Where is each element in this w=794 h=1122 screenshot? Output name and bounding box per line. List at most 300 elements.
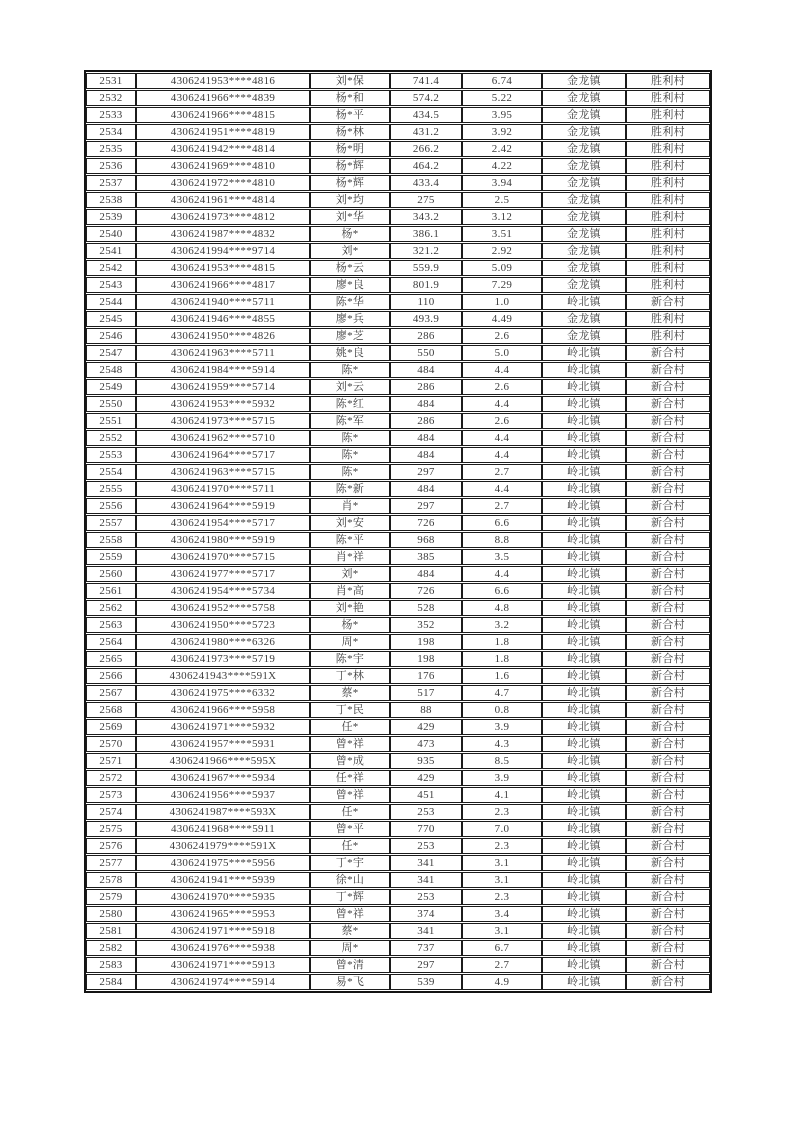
cell-seq-number: 2570 [86,736,136,752]
cell-seq-number: 2581 [86,923,136,939]
table-row [86,311,710,327]
cell-id-number: 4306241966****595X [136,753,310,769]
cell-subsidy-amount: 464.2 [390,158,462,174]
cell-area: 4.4 [462,481,542,497]
cell-area: 3.1 [462,923,542,939]
cell-person-name: 周* [310,940,390,956]
cell-subsidy-amount: 726 [390,583,462,599]
table-row [86,277,710,293]
cell-town: 岭北镇 [542,600,626,616]
cell-area: 2.6 [462,413,542,429]
table-row [86,413,710,429]
cell-id-number: 4306241970****5715 [136,549,310,565]
cell-subsidy-amount: 110 [390,294,462,310]
cell-subsidy-amount: 484 [390,566,462,582]
cell-subsidy-amount: 473 [390,736,462,752]
cell-subsidy-amount: 176 [390,668,462,684]
cell-town: 岭北镇 [542,685,626,701]
cell-town: 岭北镇 [542,396,626,412]
cell-village: 新合村 [626,753,710,769]
cell-town: 岭北镇 [542,906,626,922]
table-row [86,770,710,786]
cell-subsidy-amount: 429 [390,770,462,786]
cell-area: 3.1 [462,872,542,888]
table-row [86,294,710,310]
cell-id-number: 4306241974****5914 [136,974,310,990]
cell-person-name: 陈* [310,447,390,463]
cell-town: 岭北镇 [542,481,626,497]
cell-seq-number: 2542 [86,260,136,276]
cell-person-name: 肖* [310,498,390,514]
cell-person-name: 蔡* [310,685,390,701]
cell-person-name: 刘*艳 [310,600,390,616]
table-row [86,532,710,548]
cell-subsidy-amount: 321.2 [390,243,462,259]
cell-area: 3.95 [462,107,542,123]
cell-id-number: 4306241987****4832 [136,226,310,242]
cell-seq-number: 2572 [86,770,136,786]
cell-person-name: 曾*成 [310,753,390,769]
cell-area: 4.8 [462,600,542,616]
cell-town: 岭北镇 [542,634,626,650]
table-row [86,940,710,956]
cell-area: 3.9 [462,770,542,786]
cell-person-name: 陈*宇 [310,651,390,667]
cell-id-number: 4306241941****5939 [136,872,310,888]
cell-id-number: 4306241971****5918 [136,923,310,939]
table-row [86,787,710,803]
cell-person-name: 陈* [310,464,390,480]
cell-town: 岭北镇 [542,498,626,514]
cell-area: 4.4 [462,566,542,582]
table-row [86,923,710,939]
cell-id-number: 4306241972****4810 [136,175,310,191]
table-row [86,362,710,378]
cell-seq-number: 2584 [86,974,136,990]
cell-town: 岭北镇 [542,294,626,310]
cell-area: 6.7 [462,940,542,956]
cell-subsidy-amount: 88 [390,702,462,718]
cell-person-name: 廖*兵 [310,311,390,327]
cell-village: 胜利村 [626,124,710,140]
cell-id-number: 4306241970****5935 [136,889,310,905]
cell-id-number: 4306241954****5717 [136,515,310,531]
cell-seq-number: 2536 [86,158,136,174]
cell-seq-number: 2563 [86,617,136,633]
cell-id-number: 4306241964****5919 [136,498,310,514]
table-row [86,243,710,259]
cell-town: 金龙镇 [542,328,626,344]
cell-village: 新合村 [626,940,710,956]
cell-person-name: 廖*良 [310,277,390,293]
cell-area: 0.8 [462,702,542,718]
cell-subsidy-amount: 341 [390,923,462,939]
cell-person-name: 刘*云 [310,379,390,395]
cell-village: 新合村 [626,804,710,820]
cell-seq-number: 2552 [86,430,136,446]
cell-person-name: 肖*祥 [310,549,390,565]
cell-person-name: 杨*明 [310,141,390,157]
table-row [86,107,710,123]
cell-town: 岭北镇 [542,362,626,378]
cell-person-name: 陈*新 [310,481,390,497]
cell-subsidy-amount: 801.9 [390,277,462,293]
cell-seq-number: 2567 [86,685,136,701]
cell-subsidy-amount: 341 [390,872,462,888]
cell-seq-number: 2569 [86,719,136,735]
cell-village: 新合村 [626,583,710,599]
cell-person-name: 丁*民 [310,702,390,718]
cell-seq-number: 2577 [86,855,136,871]
subsidy-table-body [86,73,710,990]
cell-village: 新合村 [626,855,710,871]
cell-town: 岭北镇 [542,668,626,684]
cell-seq-number: 2560 [86,566,136,582]
cell-seq-number: 2543 [86,277,136,293]
cell-subsidy-amount: 484 [390,481,462,497]
cell-village: 新合村 [626,685,710,701]
cell-id-number: 4306241942****4814 [136,141,310,157]
table-row [86,515,710,531]
table-row [86,702,710,718]
cell-subsidy-amount: 935 [390,753,462,769]
cell-person-name: 刘*安 [310,515,390,531]
cell-town: 岭北镇 [542,770,626,786]
cell-seq-number: 2532 [86,90,136,106]
cell-seq-number: 2548 [86,362,136,378]
cell-town: 岭北镇 [542,532,626,548]
table-row [86,566,710,582]
cell-village: 新合村 [626,634,710,650]
cell-village: 胜利村 [626,277,710,293]
cell-seq-number: 2580 [86,906,136,922]
cell-village: 新合村 [626,413,710,429]
cell-town: 岭北镇 [542,974,626,990]
cell-village: 胜利村 [626,226,710,242]
cell-town: 岭北镇 [542,702,626,718]
cell-id-number: 4306241961****4814 [136,192,310,208]
table-row [86,481,710,497]
cell-village: 胜利村 [626,73,710,89]
table-row [86,685,710,701]
cell-subsidy-amount: 484 [390,362,462,378]
cell-seq-number: 2553 [86,447,136,463]
table-row [86,974,710,990]
cell-town: 岭北镇 [542,787,626,803]
cell-subsidy-amount: 286 [390,413,462,429]
cell-village: 新合村 [626,532,710,548]
cell-id-number: 4306241994****9714 [136,243,310,259]
cell-seq-number: 2576 [86,838,136,854]
cell-village: 胜利村 [626,175,710,191]
table-row [86,209,710,225]
table-row [86,447,710,463]
table-row [86,889,710,905]
cell-area: 4.4 [462,362,542,378]
cell-area: 1.8 [462,634,542,650]
cell-person-name: 杨*平 [310,107,390,123]
cell-id-number: 4306241966****4817 [136,277,310,293]
cell-person-name: 杨*林 [310,124,390,140]
cell-village: 新合村 [626,889,710,905]
cell-id-number: 4306241953****5932 [136,396,310,412]
cell-village: 胜利村 [626,243,710,259]
cell-area: 3.5 [462,549,542,565]
cell-subsidy-amount: 431.2 [390,124,462,140]
cell-town: 岭北镇 [542,923,626,939]
cell-area: 4.9 [462,974,542,990]
cell-id-number: 4306241984****5914 [136,362,310,378]
cell-seq-number: 2551 [86,413,136,429]
cell-subsidy-amount: 433.4 [390,175,462,191]
cell-village: 胜利村 [626,209,710,225]
cell-id-number: 4306241963****5715 [136,464,310,480]
cell-area: 2.3 [462,804,542,820]
cell-town: 岭北镇 [542,413,626,429]
cell-village: 新合村 [626,770,710,786]
cell-village: 胜利村 [626,141,710,157]
cell-subsidy-amount: 968 [390,532,462,548]
cell-subsidy-amount: 297 [390,464,462,480]
cell-subsidy-amount: 286 [390,328,462,344]
cell-area: 2.3 [462,838,542,854]
cell-person-name: 杨*辉 [310,158,390,174]
cell-village: 新合村 [626,906,710,922]
cell-town: 岭北镇 [542,583,626,599]
cell-subsidy-amount: 528 [390,600,462,616]
table-row [86,651,710,667]
table-row [86,328,710,344]
cell-seq-number: 2575 [86,821,136,837]
table-row [86,396,710,412]
cell-seq-number: 2546 [86,328,136,344]
table-row [86,668,710,684]
cell-area: 5.0 [462,345,542,361]
cell-person-name: 曾*清 [310,957,390,973]
cell-area: 2.6 [462,328,542,344]
cell-seq-number: 2564 [86,634,136,650]
cell-id-number: 4306241957****5931 [136,736,310,752]
cell-town: 金龙镇 [542,141,626,157]
cell-village: 新合村 [626,821,710,837]
cell-person-name: 曾*祥 [310,736,390,752]
cell-person-name: 曾*祥 [310,787,390,803]
cell-id-number: 4306241950****4826 [136,328,310,344]
cell-village: 新合村 [626,447,710,463]
cell-id-number: 4306241953****4815 [136,260,310,276]
cell-village: 新合村 [626,498,710,514]
cell-seq-number: 2574 [86,804,136,820]
cell-town: 岭北镇 [542,549,626,565]
cell-id-number: 4306241971****5932 [136,719,310,735]
table-row [86,872,710,888]
cell-person-name: 肖*高 [310,583,390,599]
cell-town: 岭北镇 [542,617,626,633]
table-row [86,498,710,514]
cell-area: 8.8 [462,532,542,548]
cell-id-number: 4306241975****6332 [136,685,310,701]
table-row [86,583,710,599]
cell-subsidy-amount: 343.2 [390,209,462,225]
cell-seq-number: 2565 [86,651,136,667]
cell-village: 新合村 [626,736,710,752]
cell-id-number: 4306241973****5715 [136,413,310,429]
cell-area: 4.22 [462,158,542,174]
cell-id-number: 4306241953****4816 [136,73,310,89]
cell-village: 新合村 [626,566,710,582]
cell-id-number: 4306241980****5919 [136,532,310,548]
cell-town: 金龙镇 [542,260,626,276]
cell-id-number: 4306241966****4839 [136,90,310,106]
cell-town: 金龙镇 [542,90,626,106]
cell-seq-number: 2545 [86,311,136,327]
cell-person-name: 任* [310,719,390,735]
cell-area: 3.9 [462,719,542,735]
cell-person-name: 丁*辉 [310,889,390,905]
cell-town: 岭北镇 [542,566,626,582]
subsidy-table-container [84,70,712,993]
cell-area: 5.09 [462,260,542,276]
cell-town: 金龙镇 [542,277,626,293]
cell-town: 金龙镇 [542,311,626,327]
table-row [86,464,710,480]
table-row [86,957,710,973]
cell-village: 新合村 [626,464,710,480]
cell-area: 6.74 [462,73,542,89]
cell-town: 岭北镇 [542,651,626,667]
table-row [86,124,710,140]
cell-village: 胜利村 [626,158,710,174]
cell-person-name: 姚*良 [310,345,390,361]
cell-id-number: 4306241964****5717 [136,447,310,463]
cell-town: 岭北镇 [542,957,626,973]
cell-seq-number: 2535 [86,141,136,157]
cell-subsidy-amount: 266.2 [390,141,462,157]
cell-person-name: 刘*保 [310,73,390,89]
cell-town: 岭北镇 [542,753,626,769]
cell-seq-number: 2557 [86,515,136,531]
cell-seq-number: 2547 [86,345,136,361]
cell-area: 2.7 [462,957,542,973]
cell-id-number: 4306241971****5913 [136,957,310,973]
cell-village: 新合村 [626,702,710,718]
subsidy-table [84,70,712,993]
cell-person-name: 丁*宇 [310,855,390,871]
cell-id-number: 4306241979****591X [136,838,310,854]
cell-village: 新合村 [626,396,710,412]
cell-person-name: 廖*芝 [310,328,390,344]
table-row [86,838,710,854]
cell-town: 岭北镇 [542,838,626,854]
table-row [86,141,710,157]
cell-subsidy-amount: 297 [390,957,462,973]
cell-seq-number: 2558 [86,532,136,548]
cell-area: 4.4 [462,430,542,446]
cell-id-number: 4306241954****5734 [136,583,310,599]
cell-town: 岭北镇 [542,821,626,837]
cell-town: 岭北镇 [542,430,626,446]
cell-seq-number: 2537 [86,175,136,191]
cell-person-name: 曾*祥 [310,906,390,922]
cell-person-name: 陈* [310,430,390,446]
cell-town: 金龙镇 [542,124,626,140]
cell-town: 金龙镇 [542,73,626,89]
cell-town: 岭北镇 [542,464,626,480]
cell-id-number: 4306241973****4812 [136,209,310,225]
cell-area: 3.2 [462,617,542,633]
cell-seq-number: 2555 [86,481,136,497]
cell-subsidy-amount: 253 [390,838,462,854]
table-row [86,549,710,565]
cell-area: 3.94 [462,175,542,191]
cell-area: 4.7 [462,685,542,701]
cell-subsidy-amount: 550 [390,345,462,361]
table-row [86,600,710,616]
cell-village: 胜利村 [626,260,710,276]
cell-id-number: 4306241965****5953 [136,906,310,922]
cell-id-number: 4306241956****5937 [136,787,310,803]
cell-seq-number: 2538 [86,192,136,208]
cell-area: 3.92 [462,124,542,140]
cell-town: 岭北镇 [542,889,626,905]
cell-seq-number: 2579 [86,889,136,905]
table-row [86,736,710,752]
table-row [86,855,710,871]
cell-area: 2.42 [462,141,542,157]
cell-id-number: 4306241976****5938 [136,940,310,956]
cell-town: 金龙镇 [542,107,626,123]
table-row [86,379,710,395]
cell-area: 4.49 [462,311,542,327]
cell-town: 岭北镇 [542,940,626,956]
cell-subsidy-amount: 386.1 [390,226,462,242]
cell-person-name: 杨*云 [310,260,390,276]
cell-id-number: 4306241975****5956 [136,855,310,871]
cell-person-name: 刘* [310,566,390,582]
cell-person-name: 陈*华 [310,294,390,310]
cell-village: 新合村 [626,838,710,854]
cell-area: 4.4 [462,396,542,412]
cell-seq-number: 2573 [86,787,136,803]
cell-village: 新合村 [626,872,710,888]
cell-seq-number: 2534 [86,124,136,140]
cell-id-number: 4306241966****4815 [136,107,310,123]
cell-area: 2.6 [462,379,542,395]
cell-subsidy-amount: 198 [390,651,462,667]
cell-town: 金龙镇 [542,175,626,191]
cell-seq-number: 2556 [86,498,136,514]
cell-id-number: 4306241962****5710 [136,430,310,446]
cell-town: 岭北镇 [542,719,626,735]
cell-town: 金龙镇 [542,209,626,225]
cell-town: 岭北镇 [542,379,626,395]
cell-subsidy-amount: 770 [390,821,462,837]
cell-village: 新合村 [626,668,710,684]
cell-id-number: 4306241946****4855 [136,311,310,327]
cell-id-number: 4306241970****5711 [136,481,310,497]
cell-id-number: 4306241977****5717 [136,566,310,582]
cell-area: 3.1 [462,855,542,871]
cell-subsidy-amount: 493.9 [390,311,462,327]
cell-id-number: 4306241966****5958 [136,702,310,718]
cell-id-number: 4306241987****593X [136,804,310,820]
table-row [86,226,710,242]
table-row [86,634,710,650]
cell-village: 新合村 [626,957,710,973]
cell-village: 新合村 [626,294,710,310]
cell-person-name: 周* [310,634,390,650]
cell-area: 1.0 [462,294,542,310]
